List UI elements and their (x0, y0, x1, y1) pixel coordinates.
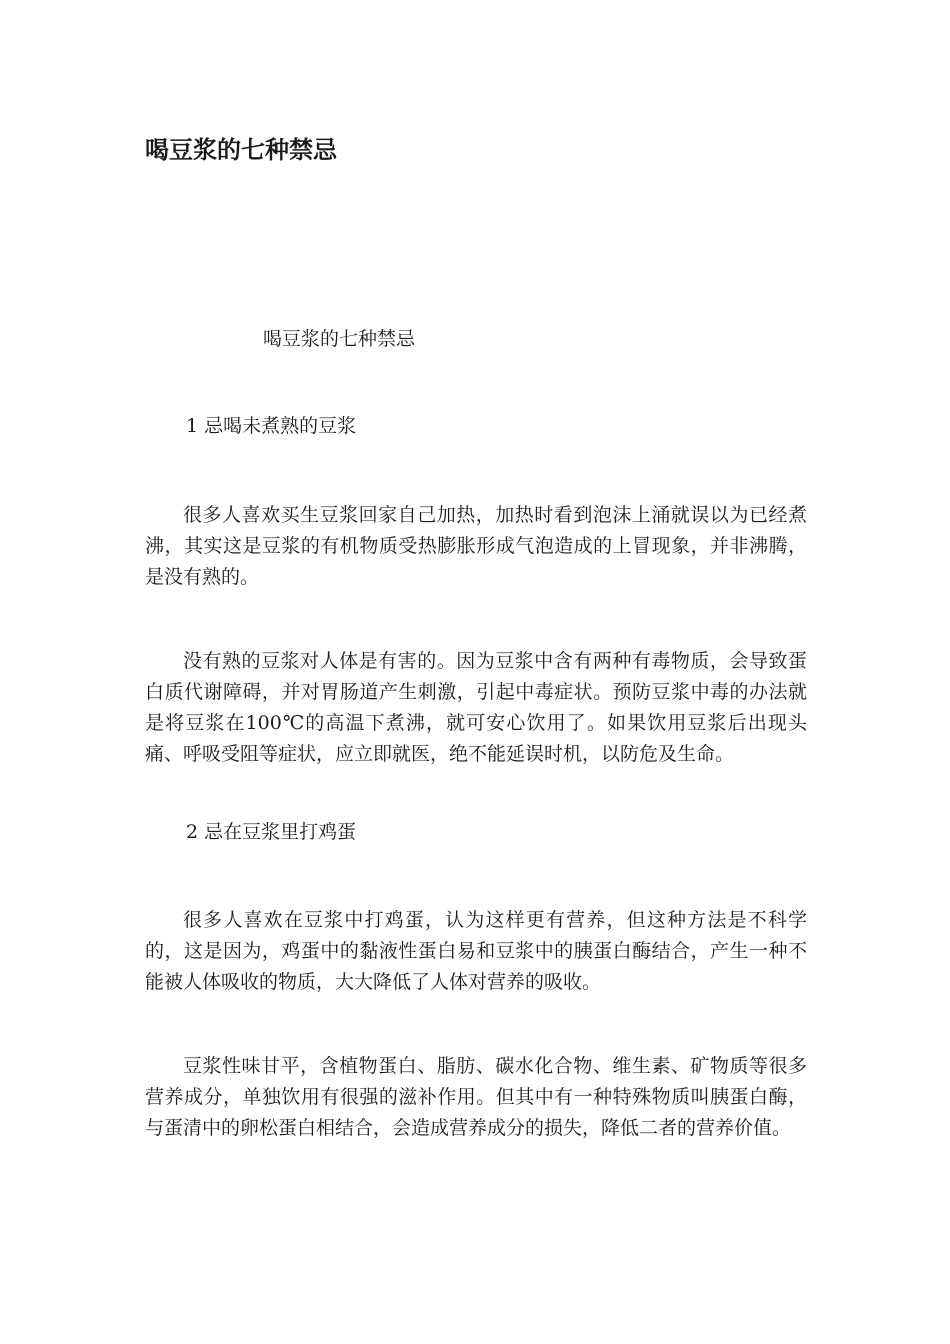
section-heading-2: 2 忌在豆浆里打鸡蛋 (186, 821, 357, 843)
section-2-paragraph-2: 豆浆性味甘平，含植物蛋白、脂肪、碳水化合物、维生素、矿物质等很多营养成分，单独饮用有很强的滋补作用。但其中有一种特殊物质叫胰蛋白酶，与蛋清中的卵松蛋白相结合，会造成营养成分的损失，降低二者的营养价值。 (145, 1055, 807, 1139)
section-1-paragraph-2: 没有熟的豆浆对人体是有害的。因为豆浆中含有两种有毒物质，会导致蛋白质代谢障碍，并对胃肠道产生刺激，引起中毒症状。预防豆浆中毒的办法就是将豆浆在100℃的高温下煮沸，就可安心饮用了。如果饮用豆浆后出现头痛、呼吸受阻等症状，应立即就医，绝不能延误时机，以防危及生命。 (145, 650, 807, 765)
document-title: 喝豆浆的七种禁忌 (145, 136, 337, 164)
section-heading-1: 1 忌喝未煮熟的豆浆 (186, 415, 357, 437)
document-subtitle: 喝豆浆的七种禁忌 (263, 328, 416, 350)
section-1-paragraph-1: 很多人喜欢买生豆浆回家自己加热，加热时看到泡沫上涌就误以为已经煮沸，其实这是豆浆的有机物质受热膨胀形成气泡造成的上冒现象，并非沸腾，是没有熟的。 (145, 504, 807, 588)
section-2-paragraph-1: 很多人喜欢在豆浆中打鸡蛋，认为这样更有营养，但这种方法是不科学的，这是因为，鸡蛋中的黏液性蛋白易和豆浆中的胰蛋白酶结合，产生一种不能被人体吸收的物质，大大降低了人体对营养的吸收。 (145, 909, 807, 993)
